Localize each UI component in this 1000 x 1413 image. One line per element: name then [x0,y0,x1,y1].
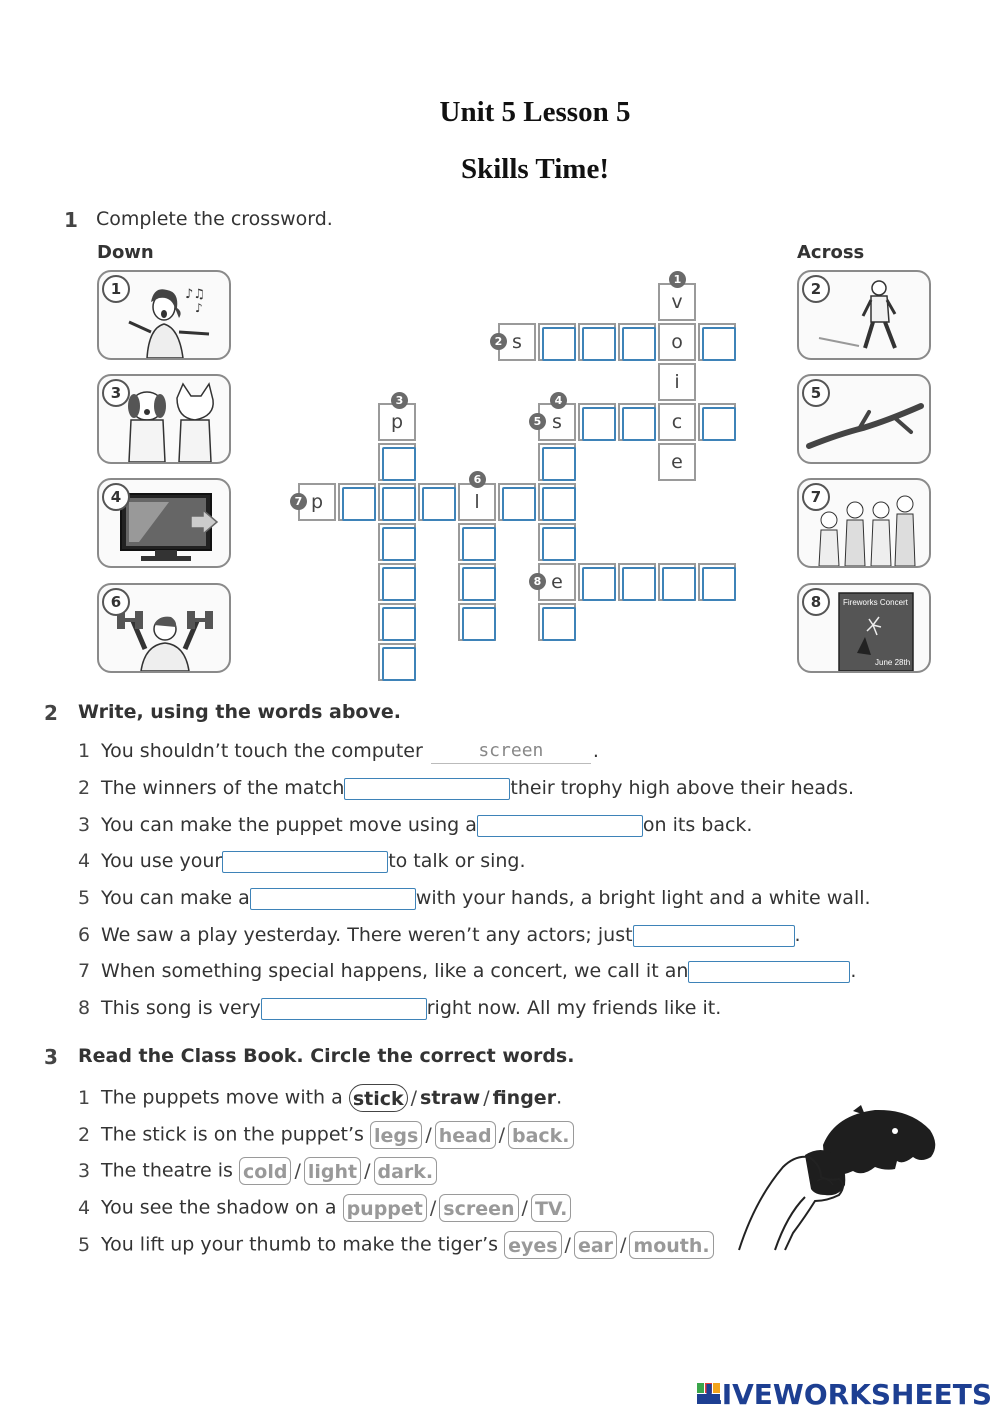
cell-4-3 [538,483,576,521]
cell-3-6 [378,603,416,641]
cell-7-6 [498,483,536,521]
svg-text:♪♫: ♪♫ [185,287,205,302]
option-finger[interactable]: finger [492,1087,557,1109]
option-cold[interactable]: cold [239,1157,291,1185]
option-puppet[interactable]: puppet [343,1194,427,1222]
cell-3-4 [378,523,416,561]
circle-row-2: 2 The stick is on the puppet’s legs / head / back. [78,1121,574,1147]
section-3-number: 3 [44,1045,58,1069]
crossword-input[interactable] [542,447,576,481]
option-legs[interactable]: legs [370,1121,422,1149]
cell-6-2 [458,523,496,561]
crossword-input[interactable] [542,487,576,521]
crossword-input[interactable] [422,487,456,521]
write-row-4: 4 You use your to talk or sing. [78,850,526,872]
crossword-input[interactable] [382,647,416,681]
cell-5-s: s [538,403,576,441]
crossword-input[interactable] [582,407,616,441]
cell-7-2 [338,483,376,521]
answer-input[interactable] [344,778,510,800]
option-head[interactable]: head [435,1121,496,1149]
svg-text:♪: ♪ [195,301,203,315]
option-mouth[interactable]: mouth. [629,1231,713,1259]
option-stick[interactable]: stick [349,1084,408,1112]
cell-3-5 [378,563,416,601]
cell-1-i: i [658,363,696,401]
answer-input[interactable] [633,925,795,947]
circle-row-3: 3 The theatre is cold / light / dark. [78,1157,437,1183]
card-number: 8 [802,588,830,616]
crossword-input[interactable] [462,527,496,561]
option-straw[interactable]: straw [420,1087,481,1109]
card-number: 2 [802,275,830,303]
cell-6-4 [458,603,496,641]
cell-2-6 [698,323,736,361]
card-number: 6 [102,588,130,616]
cell-3-2 [378,443,416,481]
write-row-7: 7 When something special happens, like a concert, we call it an . [78,960,857,982]
write-row-8: 8 This song is very right now. All my friends like it. [78,997,722,1019]
circle-row-4: 4 You see the shadow on a puppet / screen / TV. [78,1194,571,1220]
section-2-heading: Write, using the words above. [78,701,401,723]
option-tv[interactable]: TV. [531,1194,571,1222]
circle-row-5: 5 You lift up your thumb to make the tiger’s eyes / ear / mouth. [78,1231,714,1257]
crossword-input[interactable] [462,607,496,641]
cell-7-4 [418,483,456,521]
cell-5-5 [698,403,736,441]
crossword-input[interactable] [542,527,576,561]
crossword-input[interactable] [702,567,736,601]
crossword-input[interactable] [542,607,576,641]
crossword-input[interactable] [382,607,416,641]
card-number: 4 [102,483,130,511]
cell-6-l: l [458,483,496,521]
down-card-3-puppets [97,374,231,464]
answer-input[interactable] [250,888,416,910]
section-1-heading: Complete the crossword. [96,208,333,230]
write-row-1: 1 You shouldn’t touch the computer screen . [78,740,599,762]
down-card-6-lift [97,583,231,673]
cell-4-2 [538,443,576,481]
page-subtitle: Skills Time! [460,153,609,185]
shadow-puppet-illustration [735,1105,960,1255]
cell-2-3 [578,323,616,361]
crossword-input[interactable] [702,407,736,441]
crossword-input[interactable] [382,567,416,601]
write-row-6: 6 We saw a play yesterday. There weren’t any actors; just . [78,924,801,946]
across-label: Across [797,242,865,263]
crossword-input[interactable] [622,407,656,441]
cell-1-o: o [658,323,696,361]
example-answer: screen [431,739,591,764]
clue-number-3: 3 [391,392,408,409]
cell-4-6 [538,603,576,641]
brand-wordmark: LIVEWORKSHEETS [703,1378,992,1411]
page-title: Unit 5 Lesson 5 [439,96,631,128]
crossword-input[interactable] [382,487,416,521]
card-number: 1 [102,275,130,303]
option-back[interactable]: back. [508,1121,574,1149]
down-card-4-screen [97,478,231,568]
cell-6-3 [458,563,496,601]
option-light[interactable]: light [304,1157,361,1185]
crossword-input[interactable] [622,327,656,361]
crossword-input[interactable] [502,487,536,521]
cell-1-e: e [658,443,696,481]
clue-number-1: 1 [669,271,686,288]
card-number: 7 [802,483,830,511]
answer-input[interactable] [222,851,388,873]
crossword-input[interactable] [662,567,696,601]
clue-number-7: 7 [290,493,307,510]
crossword-input[interactable] [542,327,576,361]
cell-2-2 [538,323,576,361]
cell-8-e: e [538,563,576,601]
crossword-input[interactable] [462,567,496,601]
option-dark[interactable]: dark. [374,1157,438,1185]
cell-2-4 [618,323,656,361]
down-card-1-singer [97,270,231,360]
card-number: 5 [802,379,830,407]
option-screen[interactable]: screen [439,1194,518,1222]
cell-3-p: p [378,403,416,441]
across-card-7-people [797,478,931,568]
section-2-number: 2 [44,701,58,725]
write-row-3: 3 You can make the puppet move using a on its back. [78,814,753,836]
poster-title: Fireworks Concert [843,598,908,607]
answer-input[interactable] [261,998,427,1020]
crossword-input[interactable] [382,527,416,561]
circle-row-1: 1 The puppets move with a stick / straw / finger. [78,1084,562,1110]
option-ear[interactable]: ear [574,1231,617,1259]
write-row-2: 2 The winners of the match their trophy high above their heads. [78,777,855,799]
crossword-input[interactable] [582,327,616,361]
section-3-heading: Read the Class Book. Circle the correct words. [78,1045,575,1067]
answer-input[interactable] [477,815,643,837]
down-label: Down [97,242,154,263]
crossword-input[interactable] [702,327,736,361]
cell-1-c: c [658,403,696,441]
crossword-input[interactable] [582,567,616,601]
cell-7-p: p [298,483,336,521]
cell-5-3 [618,403,656,441]
cell-8-5 [698,563,736,601]
write-row-5: 5 You can make a with your hands, a bright light and a white wall. [78,887,871,909]
clue-number-5: 5 [529,413,546,430]
cell-8-3 [618,563,656,601]
cell-3-7 [378,643,416,681]
cell-2-s: s [498,323,536,361]
cell-1-v: v [658,283,696,321]
poster-date: June 28th [875,658,911,667]
crossword-input[interactable] [382,447,416,481]
cell-5-2 [578,403,616,441]
across-card-5-stick [797,374,931,464]
card-number: 3 [102,379,130,407]
across-card-8-event [797,583,931,673]
cell-8-4 [658,563,696,601]
answer-input[interactable] [688,961,850,983]
clue-number-2: 2 [490,333,507,350]
across-card-2-walk [797,270,931,360]
clue-number-8: 8 [529,573,546,590]
clue-number-4: 4 [550,392,567,409]
cell-8-2 [578,563,616,601]
option-eyes[interactable]: eyes [504,1231,561,1259]
crossword-input[interactable] [342,487,376,521]
cell-4-4 [538,523,576,561]
section-1-number: 1 [64,208,78,232]
cell-3-3 [378,483,416,521]
clue-number-6: 6 [469,471,486,488]
crossword-input[interactable] [622,567,656,601]
